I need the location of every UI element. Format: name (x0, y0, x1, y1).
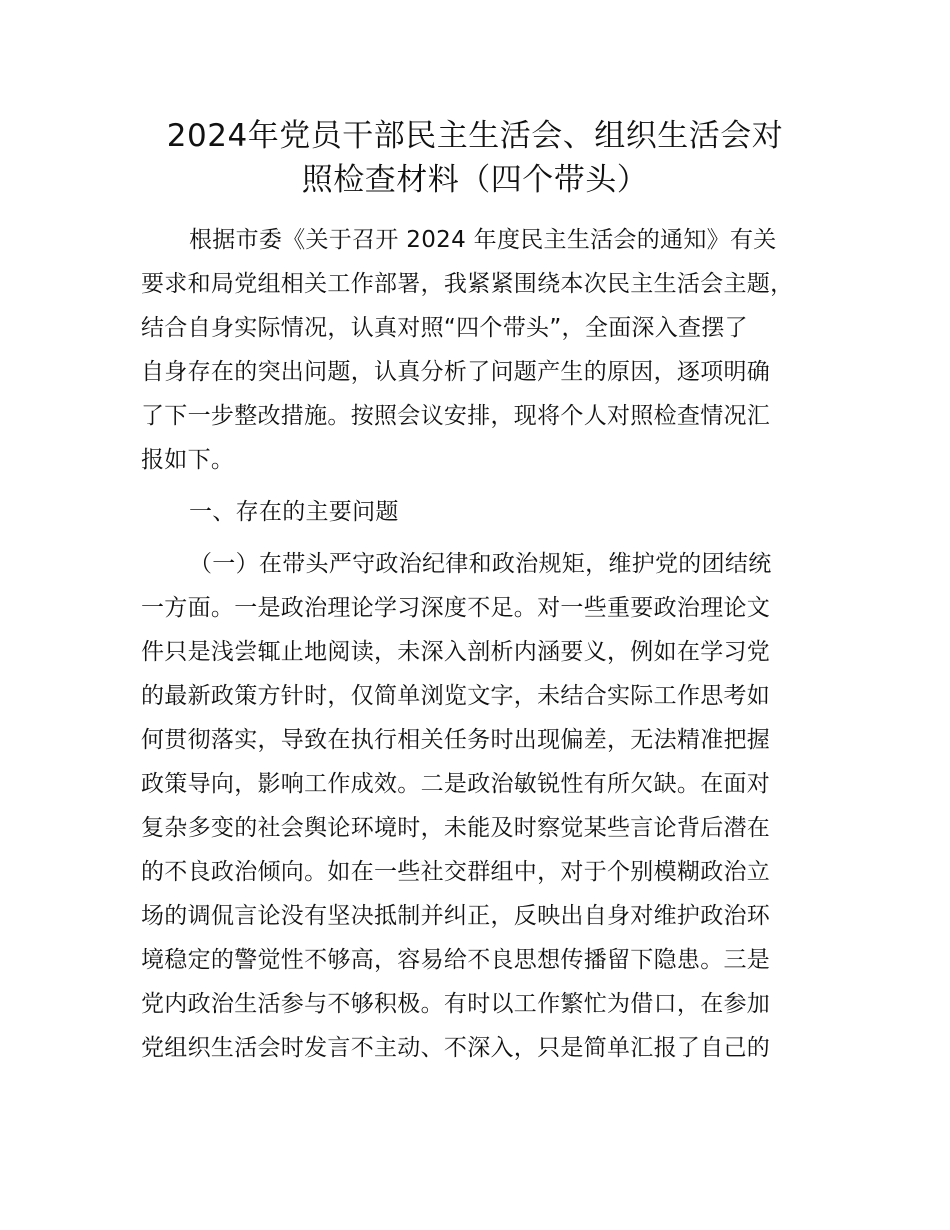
paragraph-line: 的不良政治倾向。如在一些社交群组中，对于个别模糊政治立 (141, 859, 771, 885)
paragraph-line: 自身存在的突出问题，认真分析了问题产生的原因，逐项明确 (141, 359, 771, 385)
paragraph-line: 复杂多变的社会舆论环境时，未能及时察觉某些言论背后潜在 (141, 815, 771, 841)
paragraph-line: 何贯彻落实，导致在执行相关任务时出现偏差，无法精准把握 (141, 727, 771, 753)
paragraph-line: 场的调侃言论没有坚决抵制并纠正，反映出自身对维护政治环 (141, 903, 771, 929)
title-line: 照检查材料（四个带头） (301, 162, 649, 198)
title-line: 2024年党员干部民主生活会、组织生活会对 (166, 118, 784, 154)
paragraph-line: 报如下。 (141, 447, 235, 473)
paragraph-line: 了下一步整改措施。按照会议安排，现将个人对照检查情况汇 (141, 403, 771, 429)
paragraph-line: 政策导向，影响工作成效。二是政治敏锐性有所欠缺。在面对 (141, 771, 771, 797)
document-title (120, 114, 830, 202)
paragraph-line: （一）在带头严守政治纪律和政治规矩，维护党的团结统 (189, 551, 772, 577)
paragraph-line: 件只是浅尝辄止地阅读，未深入剖析内涵要义，例如在学习党 (141, 639, 771, 665)
paragraph-line: 根据市委《关于召开 2024 年度民主生活会的通知》有关 (189, 227, 777, 253)
section-heading: 一、存在的主要问题 (189, 499, 399, 525)
paragraph-line: 要求和局党组相关工作部署，我紧紧围绕本次民主生活会主题， (141, 271, 794, 297)
paragraph-line: 境稳定的警觉性不够高，容易给不良思想传播留下隐患。三是 (141, 947, 771, 973)
document-body (141, 218, 831, 1070)
issue-paragraph (141, 542, 831, 1070)
paragraph-line: 一方面。一是政治理论学习深度不足。对一些重要政治理论文 (141, 595, 771, 621)
paragraph-line: 党内政治生活参与不够积极。有时以工作繁忙为借口，在参加 (141, 991, 771, 1017)
paragraph-line: 的最新政策方针时，仅简单浏览文字，未结合实际工作思考如 (141, 683, 771, 709)
paragraph-line: 结合自身实际情况，认真对照“四个带头”，全面深入查摆了 (141, 315, 748, 341)
paragraph-line: 党组织生活会时发言不主动、不深入，只是简单汇报了自己的 (141, 1035, 771, 1061)
intro-paragraph (141, 218, 831, 482)
